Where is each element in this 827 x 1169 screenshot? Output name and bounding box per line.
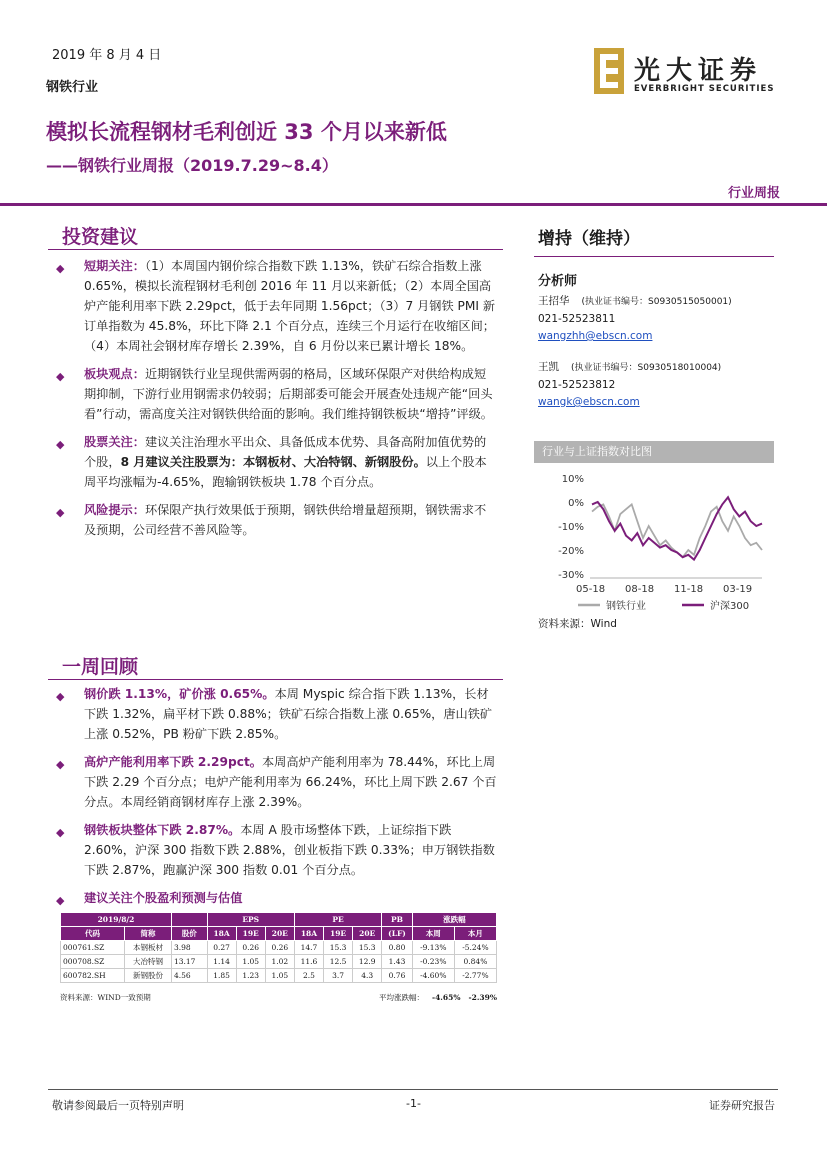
weekly-section-underline xyxy=(48,679,503,680)
analyst-email-link[interactable]: wangk@ebscn.com xyxy=(538,396,640,408)
table-cell: 3.7 xyxy=(324,969,353,983)
bullet-label: 钢价跌 1.13%，矿价涨 0.65%。 xyxy=(84,687,275,701)
invest-bullet-risk xyxy=(56,500,498,540)
invest-bullet-sector-view xyxy=(56,364,498,424)
table-cell: 0.80 xyxy=(382,941,412,955)
bullet-label: 短期关注： xyxy=(84,259,145,273)
table-header-cell: 代码 xyxy=(61,927,125,941)
diamond-bullet-icon: ◆ xyxy=(56,690,65,703)
x-tick-label: 08-18 xyxy=(625,584,655,595)
table-header-cell: 股价 xyxy=(171,927,207,941)
bullet-text-bold: 8 月建议关注股票为：本钢板材、大冶特钢、新钢股份。 xyxy=(120,455,426,469)
invest-bullet-stocks xyxy=(56,432,498,492)
bullet-text: 本周 A 股市场整体下跌，上证综指下跌 2.60%，沪深 300 指数下跌 2.88%，创业板指下跌 0.33%；申万钢铁指数下跌 2.87%，跑赢沪深 300 指数 0.01 个百分点。 xyxy=(84,823,495,877)
diamond-bullet-icon: ◆ xyxy=(56,370,65,383)
table-cell: 0.27 xyxy=(207,941,236,955)
table-cell: 3.98 xyxy=(171,941,207,955)
chart-source: 资料来源：Wind xyxy=(538,618,617,630)
company-logo xyxy=(594,48,784,98)
report-date: 2019 年 8 月 4 日 xyxy=(52,48,162,63)
table-cell: -9.13% xyxy=(412,941,454,955)
everbright-logo-icon xyxy=(594,48,624,94)
table-header-cell: EPS xyxy=(207,913,294,927)
diamond-bullet-icon: ◆ xyxy=(56,438,65,451)
bullet-label: 风险提示： xyxy=(84,503,145,517)
table-row xyxy=(61,941,497,955)
x-tick-label: 11-18 xyxy=(674,584,704,595)
table-cell: 1.43 xyxy=(382,955,412,969)
bullet-label: 高炉产能利用率下跌 2.29pct。 xyxy=(84,755,262,769)
analyst-heading: 分析师 xyxy=(538,274,578,289)
chart-title: 行业与上证指数对比图 xyxy=(534,441,774,463)
table-row xyxy=(61,969,497,983)
table-cell: 新钢股份 xyxy=(125,969,172,983)
y-tick-label: -20% xyxy=(558,546,584,557)
table-cell: 13.17 xyxy=(171,955,207,969)
logo-english-name: EVERBRIGHT SECURITIES xyxy=(634,84,775,94)
page-number: -1- xyxy=(406,1097,421,1110)
table-row xyxy=(61,955,497,969)
table-header-cell: 20E xyxy=(265,927,294,941)
table-cell: 0.84% xyxy=(454,955,496,969)
report-subtitle: ——钢铁行业周报（2019.7.29~8.4） xyxy=(46,156,338,175)
table-cell: 000708.SZ xyxy=(61,955,125,969)
table-header-cell: 本周 xyxy=(412,927,454,941)
table-cell: 4.3 xyxy=(353,969,382,983)
avg-month: -2.39% xyxy=(468,993,497,1002)
footer-report-label: 证券研究报告 xyxy=(709,1099,775,1112)
table-cell: 12.9 xyxy=(353,955,382,969)
footer-divider xyxy=(48,1089,778,1090)
bullet-text: 本周 Myspic 综合指下跌 1.13%，长材下跌 1.32%，扁平材下跌 0.88%；铁矿石综合指数上涨 0.65%，唐山铁矿上涨 0.52%，PB 粉矿下跌 2.85%。 xyxy=(84,687,493,741)
table-header-cell: 本月 xyxy=(454,927,496,941)
table-cell: 1.23 xyxy=(236,969,265,983)
diamond-bullet-icon: ◆ xyxy=(56,506,65,519)
weekly-bullet-sector xyxy=(56,820,498,880)
series-line-hs300 xyxy=(592,497,762,559)
legend-label: 钢铁行业 xyxy=(606,601,646,612)
y-tick-label: -10% xyxy=(558,522,584,533)
table-cell: 2.5 xyxy=(294,969,323,983)
weekly-bullet-capacity xyxy=(56,752,498,812)
table-header-cell: PE xyxy=(294,913,381,927)
table-cell: 1.05 xyxy=(265,969,294,983)
table-cell: -2.77% xyxy=(454,969,496,983)
table-header-row xyxy=(61,913,497,927)
x-tick-label: 05-18 xyxy=(576,584,606,595)
table-cell: 1.05 xyxy=(236,955,265,969)
header-divider xyxy=(0,203,827,206)
weekly-section-title: 一周回顾 xyxy=(62,656,139,678)
table-cell: 1.14 xyxy=(207,955,236,969)
table-cell: 14.7 xyxy=(294,941,323,955)
table-cell: 15.3 xyxy=(324,941,353,955)
table-cell: 600782.SH xyxy=(61,969,125,983)
analyst-name: 王招华 xyxy=(538,295,570,307)
table-header-cell: 涨跌幅 xyxy=(412,913,496,927)
analyst-license: (执业证书编号：S0930515050001) xyxy=(581,297,732,307)
y-tick-label: 0% xyxy=(568,498,584,509)
bullet-text: 近期钢铁行业呈现供需两弱的格局，区域环保限产对供给构成短期抑制，下游行业用钢需求仍较弱；后期部委可能会开展查处违规产能“回头看”行动，需高度关注对钢铁供给面的影响。我们维持钢铁板块“增持”评级。 xyxy=(84,367,493,421)
table-cell: 1.85 xyxy=(207,969,236,983)
comparison-line-chart xyxy=(534,466,774,614)
table-cell: 4.56 xyxy=(171,969,207,983)
invest-section-title: 投资建议 xyxy=(62,226,139,248)
table-cell: 12.5 xyxy=(324,955,353,969)
bullet-text: 环保限产执行效果低于预期，钢铁供给增量超预期，钢铁需求不及预期，公司经营不善风险等。 xyxy=(84,503,487,537)
report-type: 行业周报 xyxy=(727,186,780,201)
analyst-phone: 021-52523811 xyxy=(538,313,616,325)
analyst-email-link[interactable]: wangzhh@ebscn.com xyxy=(538,330,653,342)
table-cell: -0.23% xyxy=(412,955,454,969)
table-cell: 15.3 xyxy=(353,941,382,955)
diamond-bullet-icon: ◆ xyxy=(56,758,65,771)
table-cell: 0.76 xyxy=(382,969,412,983)
analyst-license: (执业证书编号：S0930518010004) xyxy=(571,363,722,373)
bullet-label: 钢铁板块整体下跌 2.87%。 xyxy=(84,823,241,837)
y-tick-label: 10% xyxy=(561,474,584,485)
analyst-block xyxy=(538,293,732,345)
table-cell: 大冶特钢 xyxy=(125,955,172,969)
table-header-cell: 18A xyxy=(207,927,236,941)
table-cell: 11.6 xyxy=(294,955,323,969)
table-header-cell: 19E xyxy=(236,927,265,941)
bullet-label: 板块观点： xyxy=(84,367,145,381)
table-header-cell: 简称 xyxy=(125,927,172,941)
table-header-cell xyxy=(171,913,207,927)
table-cell: 0.26 xyxy=(236,941,265,955)
bullet-text: 建议关注治理水平出众、具备低成本优势、具备高附加值优势的个股， xyxy=(84,435,487,469)
x-tick-label: 03-19 xyxy=(723,584,753,595)
y-tick-label: -30% xyxy=(558,570,584,581)
invest-bullets xyxy=(56,256,498,548)
table-cell: -4.60% xyxy=(412,969,454,983)
table-header-cell: PB xyxy=(382,913,412,927)
table-header-cell: 2019/8/2 xyxy=(61,913,172,927)
table-header-row xyxy=(61,927,497,941)
invest-bullet-short-term xyxy=(56,256,498,356)
table-cell: 1.02 xyxy=(265,955,294,969)
diamond-bullet-icon: ◆ xyxy=(56,262,65,275)
analyst-name: 王凯 xyxy=(538,361,559,373)
weekly-bullets xyxy=(56,684,498,916)
bullet-text: 以上个股本周平均涨幅为-4.65%，跑输钢铁板块 1.78 个百分点。 xyxy=(84,455,487,489)
table-cell: -5.24% xyxy=(454,941,496,955)
table-footnote xyxy=(60,992,497,1003)
analyst-phone: 021-52523812 xyxy=(538,379,616,391)
bullet-text: （1）本周国内钢价综合指数下跌 1.13%，铁矿石综合指数上涨 0.65%，模拟长流程钢材毛利创 2016 年 11 月以来新低；（2）本周全国高炉产能利用率下跌 2.29pct，低于去年同期 1.56pct；（3）7 月钢铁 PMI 新订单指数为 45.8%，环比下降 2.1 个百分点，连续三个月运行在收缩区间；（4）本周社会钢材库存增长 2.39%，自 6 月份以来已累计增长 18%。 xyxy=(84,259,496,353)
weekly-bullet-table-title xyxy=(56,888,498,908)
diamond-bullet-icon: ◆ xyxy=(56,826,65,839)
table-average xyxy=(379,992,497,1003)
legend-label: 沪深300 xyxy=(710,601,750,612)
footer-disclaimer: 敬请参阅最后一页特别声明 xyxy=(52,1099,184,1112)
bullet-text: 本周高炉产能利用率为 78.44%，环比上周下跌 2.29 个百分点；电炉产能利用率为 66.24%，环比上周下跌 2.67 个百分点。本周经销商钢材库存上涨 2.39%。 xyxy=(84,755,497,809)
table-header-cell: 19E xyxy=(324,927,353,941)
table-source: 资料来源：WIND一致预期 xyxy=(60,993,151,1002)
table-header-cell: 20E xyxy=(353,927,382,941)
industry-label: 钢铁行业 xyxy=(46,80,99,95)
rating-divider xyxy=(534,256,774,257)
report-title: 模拟长流程钢材毛利创近 33 个月以来新低 xyxy=(46,120,447,144)
table-cell: 0.26 xyxy=(265,941,294,955)
bullet-label: 建议关注个股盈利预测与估值 xyxy=(84,891,243,905)
valuation-table xyxy=(60,912,497,983)
table-header-cell: 18A xyxy=(294,927,323,941)
weekly-bullet-prices xyxy=(56,684,498,744)
rating: 增持（维持） xyxy=(538,229,640,249)
invest-section-underline xyxy=(48,249,503,250)
analyst-block xyxy=(538,359,721,411)
diamond-bullet-icon: ◆ xyxy=(56,894,65,907)
avg-label: 平均涨跌幅： xyxy=(378,993,424,1002)
table-header-cell: (LF) xyxy=(382,927,412,941)
avg-week: -4.65% xyxy=(431,993,461,1002)
table-cell: 本钢板材 xyxy=(125,941,172,955)
logo-chinese-name: 光大证券 xyxy=(634,56,763,86)
table-cell: 000761.SZ xyxy=(61,941,125,955)
bullet-label: 股票关注： xyxy=(84,435,145,449)
